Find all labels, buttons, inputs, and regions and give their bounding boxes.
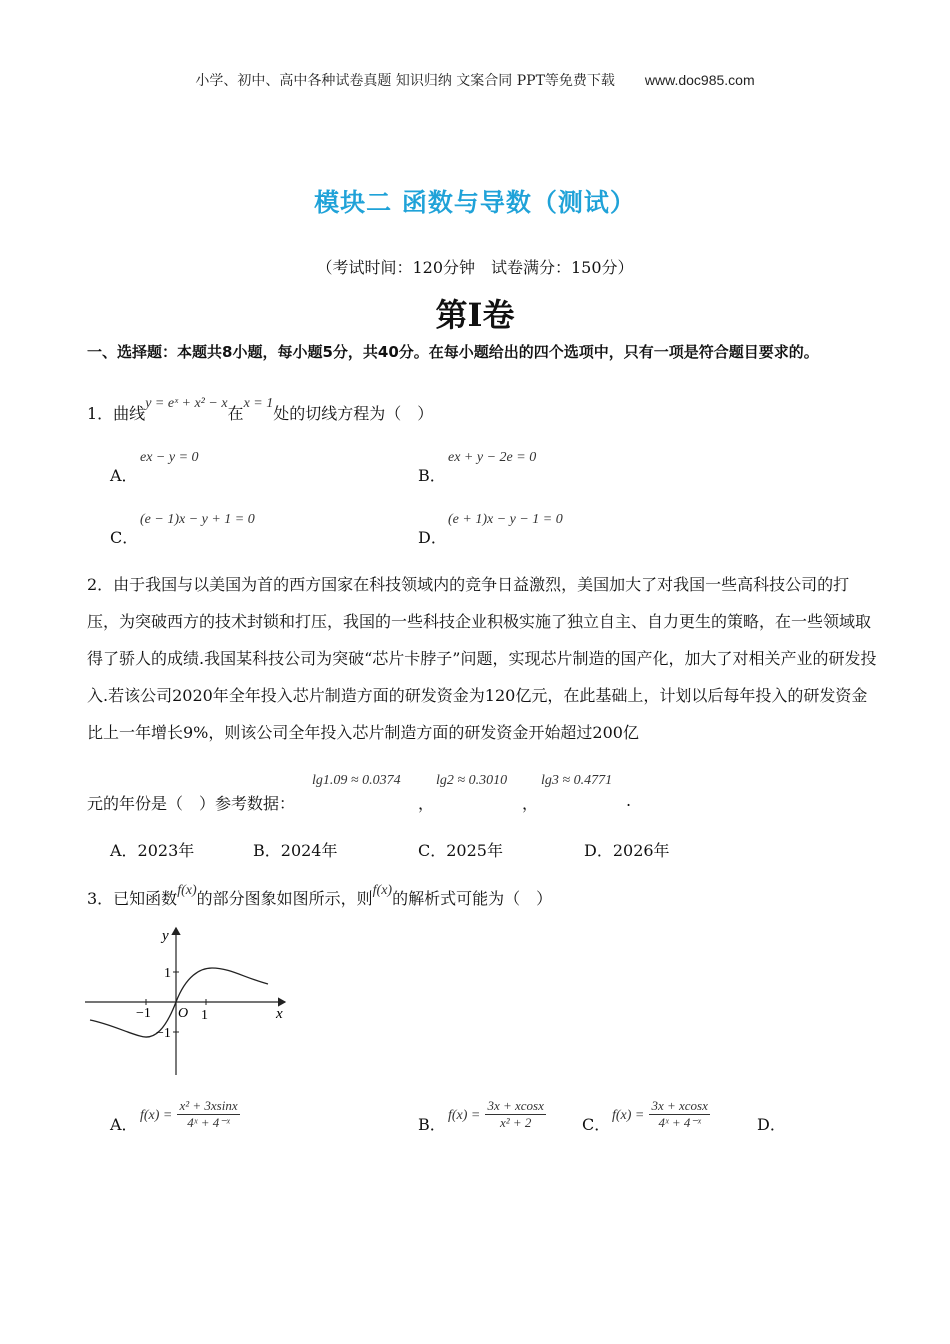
q2-option-d[interactable]: D．2026年 — [584, 841, 670, 860]
q3-option-c-expr — [612, 1098, 710, 1131]
header-text: 小学、初中、高中各种试卷真题 知识归纳 文案合同 PPT等免费下载 — [195, 73, 615, 89]
q3-option-b-letter: B． — [418, 1115, 446, 1134]
q1-option-d[interactable] — [418, 525, 447, 548]
q3-fx-1: f(x) — [177, 883, 197, 898]
q1-option-a[interactable] — [110, 463, 138, 486]
question-3 — [87, 883, 553, 909]
question-1 — [87, 396, 434, 424]
q1-option-d-letter: D． — [418, 528, 447, 547]
q3-option-a[interactable] — [110, 1112, 138, 1135]
q1-option-c[interactable] — [110, 525, 138, 548]
question-2-last-line — [87, 791, 295, 814]
q1-option-b[interactable] — [418, 463, 446, 486]
q1-option-b-letter: B． — [418, 466, 446, 485]
q2-sep-2: ， — [522, 794, 539, 813]
volume-heading: 第I卷 — [435, 296, 515, 334]
q1-option-a-letter: A． — [110, 466, 138, 485]
x-axis-label: x — [276, 1006, 283, 1022]
q3-suffix: 的解析式可能为（ ） — [392, 889, 553, 908]
q1-option-c-expr: (e − 1)x − y + 1 = 0 — [140, 512, 255, 527]
q3-option-c[interactable] — [582, 1112, 610, 1135]
q3-option-a-expr — [140, 1098, 240, 1131]
q2-ref-lg2: lg2 ≈ 0.3010 — [436, 773, 508, 788]
x-tick-neg1-label: −1 — [136, 1006, 151, 1021]
y-tick-1-label: 1 — [164, 966, 171, 981]
q1-point-expr: x = 1 — [243, 396, 274, 411]
page-title: 模块二 函数与导数（测试） — [314, 188, 636, 217]
q3-option-c-num: 3x + xcosx — [651, 1098, 708, 1113]
q3-option-d-letter: D． — [757, 1115, 786, 1134]
q3-option-a-letter: A． — [110, 1115, 138, 1134]
q3-option-c-lhs: f(x) = — [612, 1108, 645, 1123]
q3-prefix: 3．已知函数 — [87, 889, 178, 908]
q1-suffix: 处的切线方程为（ ） — [273, 404, 434, 423]
q3-option-c-den: 4ˣ + 4⁻ˣ — [658, 1115, 701, 1130]
q1-option-c-letter: C． — [110, 528, 139, 547]
q3-option-b-den: x² + 2 — [499, 1115, 532, 1130]
q1-option-d-expr: (e + 1)x − y − 1 = 0 — [448, 512, 563, 527]
q3-option-b-lhs: f(x) = — [448, 1108, 481, 1123]
q3-option-d[interactable] — [757, 1112, 786, 1135]
question-2-text: 2．由于我国与以美国为首的西方国家在科技领域内的竞争日益激烈，美国加大了对我国一些高科技公司的打压，为突破西方的技术封锁和打压，我国的一些科技企业积极实施了独立自主、自力更生的策略，在一些领域取得了骄人的成绩.我国某科技公司为突破“芯片卡脖子”问题，实现芯片制造的国产化，加大了对相关产业的研发投入.若该公司2020年全年投入芯片制造方面的研发资金为120亿元，在此基础上，计划以后每年投入的研发资金比上一年增长9%，则该公司全年投入芯片制造方面的研发资金开始超过200亿 — [87, 575, 877, 742]
q1-option-b-expr: ex + y − 2e = 0 — [448, 450, 537, 465]
q3-option-a-num: x² + 3xsinx — [179, 1098, 238, 1113]
q2-last-line: 元的年份是（ ）参考数据： — [87, 794, 296, 813]
q3-option-b-expr — [448, 1098, 546, 1131]
q3-option-a-lhs: f(x) = — [140, 1108, 173, 1123]
q1-prefix: 1．曲线 — [87, 404, 146, 423]
q1-at: 在 — [227, 404, 244, 423]
q1-option-a-expr: ex − y = 0 — [140, 450, 199, 465]
q3-option-b-fraction — [485, 1098, 545, 1131]
q3-function-graph — [80, 920, 295, 1080]
q2-option-c[interactable]: C．2025年 — [418, 841, 503, 860]
q3-option-c-fraction — [649, 1098, 709, 1131]
page-header — [0, 70, 950, 90]
q3-option-c-letter: C． — [582, 1115, 611, 1134]
section-instructions: 一、选择题：本题共8小题，每小题5分，共40分。在每小题给出的四个选项中，只有一项是符合题目要求的。 — [87, 343, 819, 361]
q2-end: . — [626, 791, 632, 810]
x-tick-1-label: 1 — [201, 1008, 208, 1023]
q2-option-a[interactable]: A．2023年 — [110, 841, 195, 860]
q3-option-b[interactable] — [418, 1112, 446, 1135]
q2-option-b[interactable]: B．2024年 — [253, 841, 338, 860]
q1-curve-expr: y = eˣ + x² − x — [145, 396, 228, 411]
q3-option-a-fraction — [177, 1098, 239, 1131]
q2-ref-lg3: lg3 ≈ 0.4771 — [541, 773, 613, 788]
q2-sep-1: ， — [418, 794, 435, 813]
exam-info: （考试时间：120分钟 试卷满分：150分） — [316, 258, 634, 277]
q2-ref-lg109: lg1.09 ≈ 0.0374 — [312, 773, 401, 788]
origin-label: O — [178, 1006, 189, 1021]
header-site-link[interactable]: www.doc985.com — [644, 72, 755, 88]
q3-fx-2: f(x) — [372, 883, 393, 898]
q3-option-a-den: 4ˣ + 4⁻ˣ — [187, 1115, 230, 1130]
y-tick-neg1-label: −1 — [156, 1026, 171, 1041]
q3-option-b-num: 3x + xcosx — [487, 1098, 544, 1113]
y-axis-label: y — [162, 928, 169, 944]
q3-middle: 的部分图象如图所示，则 — [196, 889, 373, 908]
